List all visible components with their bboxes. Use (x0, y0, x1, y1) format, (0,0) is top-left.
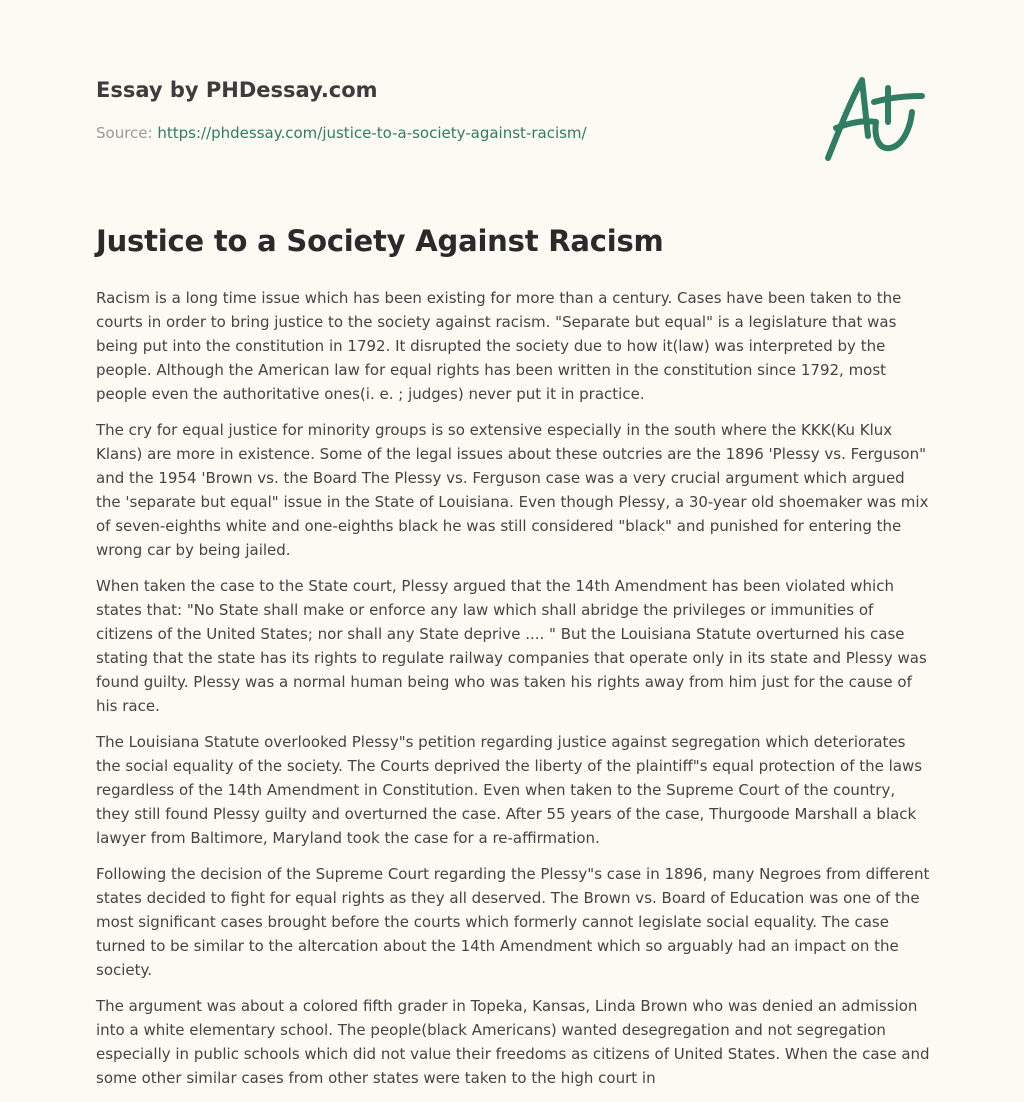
essay-paragraph: The argument was about a colored fifth grader in Topeka, Kansas, Linda Brown who was denied an admission into a white elementary school. The people(black Americans) wanted desegregation and not segregation especially in public schools which did not value their freedoms as citizens of United States. When the case and some other similar cases from other states were taken to the high court in (96, 997, 930, 1087)
site-title: Essay by PHDessay.com (96, 78, 378, 102)
source-label: Source: (96, 124, 153, 142)
source-line (96, 124, 587, 142)
a-plus-logo-icon (818, 66, 928, 166)
source-link[interactable]: https://phdessay.com/justice-to-a-society-against-racism/ (157, 124, 587, 142)
essay-paragraph: When taken the case to the State court, Plessy argued that the 14th Amendment has been violated which states that: "No State shall make or enforce any law which shall abridge the privileges or immunities of citizens of the United States; nor shall any State deprive .... " But the Louisiana Statute overturned his case stating that the state has its rights to regulate railway companies that operate only in its state and Plessy was found guilty. Plessy was a normal human being who was taken his rights away from him just for the cause of his race. (96, 577, 927, 715)
essay-paragraph: Racism is a long time issue which has been existing for more than a century. Cases have been taken to the courts in order to bring justice to the society against racism. "Separate but equal" is a legislature that was being put into the constitution in 1792. It disrupted the society due to how it(law) was interpreted by the people. Although the American law for equal rights has been written in the constitution since 1792, most people even the authoritative ones(i. e. ; judges) never put it in practice. (96, 289, 902, 403)
essay-paragraph: The cry for equal justice for minority groups is so extensive especially in the south where the KKK(Ku Klux Klans) are more in existence. Some of the legal issues about these outcries are the 1896 'Plessy vs. Ferguson" and the 1954 'Brown vs. the Board The Plessy vs. Ferguson case was a very crucial argument which argued the 'separate but equal" issue in the State of Louisiana. Even though Plessy, a 30-year old shoemaker was mix of seven-eighths white and one-eighths black he was still considered "black" and punished for entering the wrong car by being jailed. (96, 421, 929, 559)
essay-body (96, 286, 932, 1102)
essay-paragraph: Following the decision of the Supreme Court regarding the Plessy"s case in 1896, many Negroes from different states decided to fight for equal rights as they all deserved. The Brown vs. Board of Education was one of the most significant cases brought before the courts which formerly cannot legislate social equality. The case turned to be similar to the altercation about the 14th Amendment which so arguably had an impact on the society. (96, 865, 930, 979)
essay-paragraph: The Louisiana Statute overlooked Plessy"s petition regarding justice against segregation which deteriorates the social equality of the society. The Courts deprived the liberty of the plaintiff"s equal protection of the laws regardless of the 14th Amendment in Constitution. Even when taken to the Supreme Court of the country, they still found Plessy guilty and overturned the case. After 55 years of the case, Thurgoode Marshall a black lawyer from Baltimore, Maryland took the case for a re-affirmation. (96, 733, 923, 847)
essay-title: Justice to a Society Against Racism (96, 224, 664, 258)
